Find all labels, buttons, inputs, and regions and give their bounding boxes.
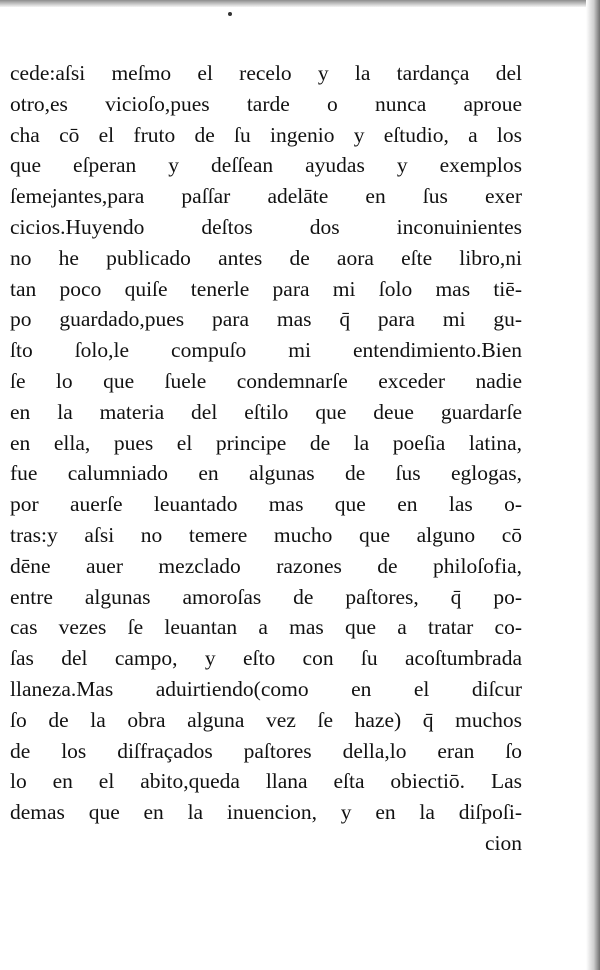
text-line: otro,es vicioſo,pues tarde o nunca aproue bbox=[10, 91, 522, 116]
text-line: ſo de la obra alguna vez ſe haze) q̄ muchos bbox=[10, 707, 522, 732]
text-line: lo en el abito,queda llana eſta obiectiō. Las bbox=[10, 769, 522, 794]
text-line: entre algunas amoroſas de paſtores, q̄ po- bbox=[10, 584, 522, 609]
text-line: fue calumniado en algunas de ſus eglogas, bbox=[10, 461, 522, 486]
page-top-edge-shadow bbox=[0, 0, 600, 7]
text-line: llaneza.Mas aduirtiendo(como en el diſcur bbox=[10, 676, 522, 701]
text-line: demas que en la inuencion, y en la diſpoſi- bbox=[10, 800, 522, 825]
text-line: ſto ſolo,le compuſo mi entendimiento.Bien bbox=[10, 338, 522, 363]
text-line: de los diſfraçados paſtores della,lo eran ſo bbox=[10, 738, 522, 763]
page-right-edge-shadow bbox=[586, 0, 600, 970]
text-line: no he publicado antes de aora eſte libro,ni bbox=[10, 245, 522, 270]
text-line: cede:aſsi meſmo el recelo y la tardança del bbox=[10, 61, 522, 85]
text-line: cicios.Huyendo deſtos dos inconuinientes bbox=[10, 214, 522, 239]
text-line: cha cō el fruto de ſu ingenio y eſtudio, a los bbox=[10, 122, 522, 147]
text-line: ſe lo que ſuele condemnarſe exceder nadie bbox=[10, 368, 522, 393]
text-line: cas vezes ſe leuantan a mas que a tratar co- bbox=[10, 615, 522, 640]
text-line: en la materia del eſtilo que deue guardarſe bbox=[10, 399, 522, 424]
text-line: tras:y aſsi no temere mucho que alguno cō bbox=[10, 522, 522, 547]
catchword: cion bbox=[484, 830, 522, 855]
text-line: ſas del campo, y eſto con ſu acoſtumbrada bbox=[10, 646, 522, 671]
text-line: dēne auer mezclado razones de philoſofia, bbox=[10, 553, 522, 578]
text-line: ſemejantes,para paſſar adelāte en ſus exer bbox=[10, 184, 522, 209]
text-line: por auerſe leuantado mas que en las o- bbox=[10, 492, 522, 517]
text-line: po guardado,pues para mas q̄ para mi gu- bbox=[10, 307, 522, 332]
text-line: tan poco quiſe tenerle para mi ſolo mas tiē- bbox=[10, 276, 522, 301]
text-line: en ella, pues el principe de la poeſia latina, bbox=[10, 430, 522, 455]
text-line: que eſperan y deſſean ayudas y exemplos bbox=[10, 153, 522, 178]
body-text bbox=[10, 58, 522, 859]
ink-speck bbox=[228, 12, 232, 16]
